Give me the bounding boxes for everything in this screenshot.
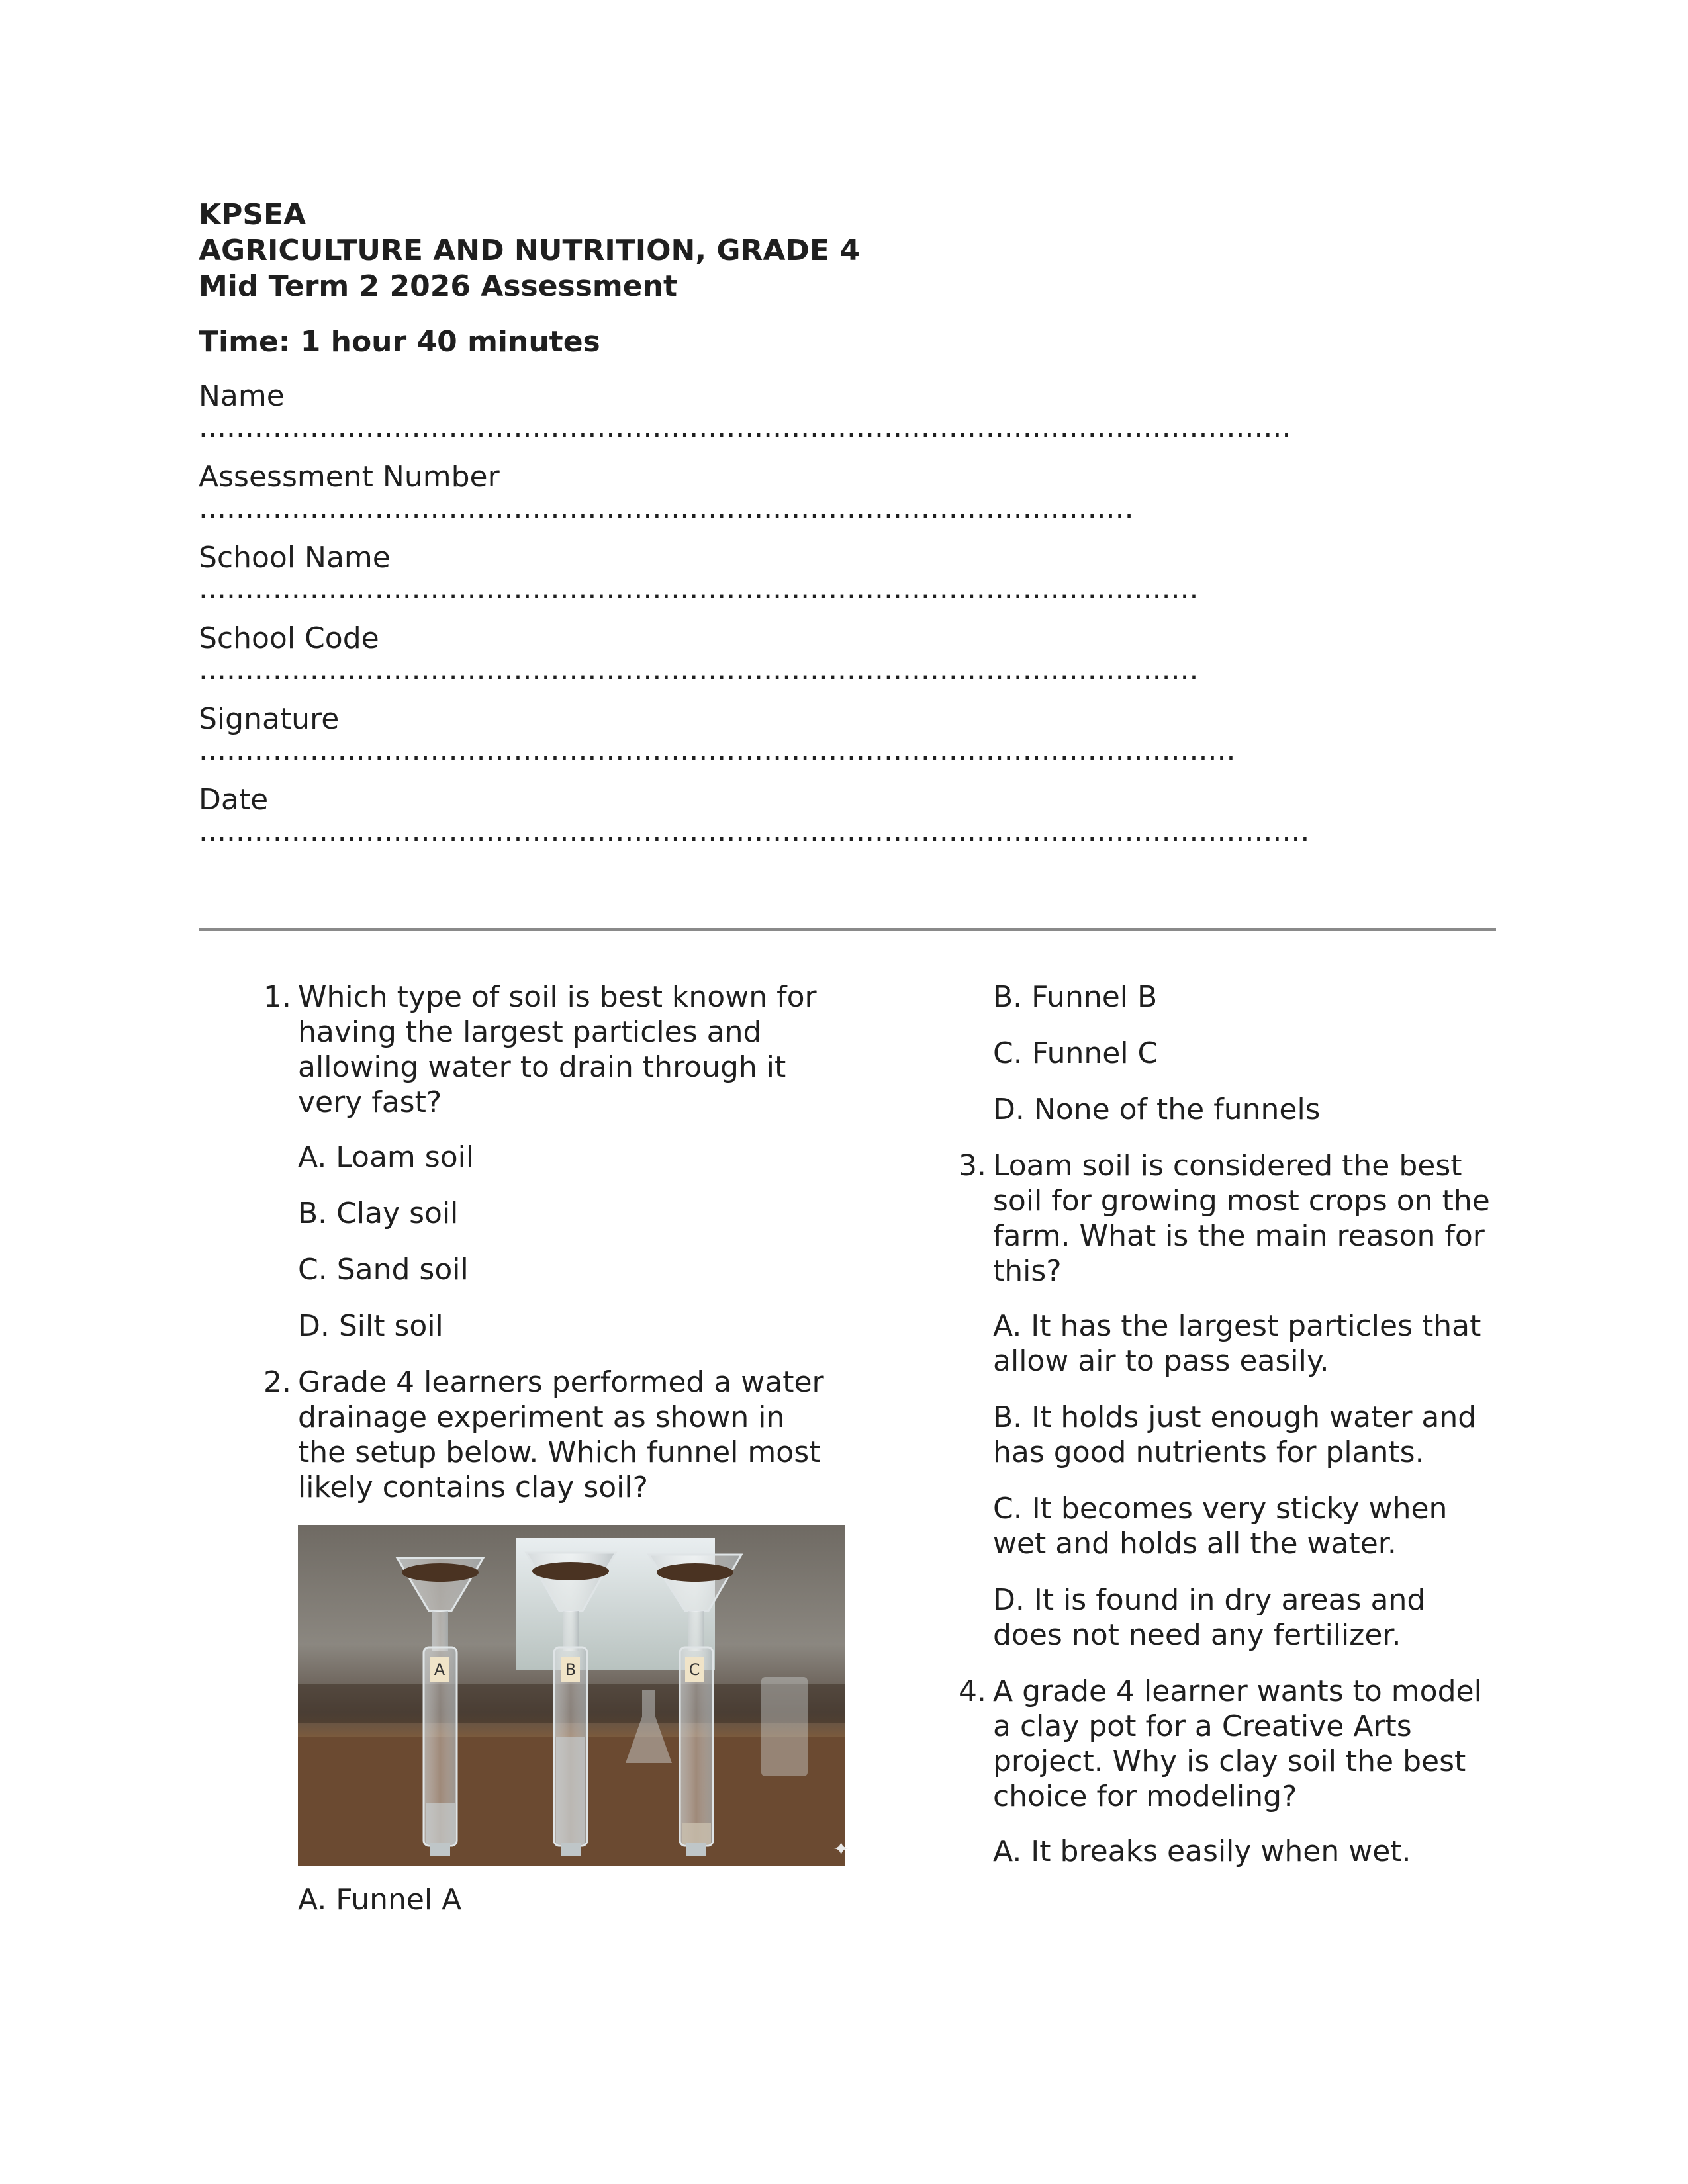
question-4 bbox=[933, 1674, 1503, 1814]
question-text: Loam soil is considered the best soil for growing most crops on the farm. What is the main reason for this? bbox=[993, 1149, 1490, 1288]
option-b: B. Funnel B bbox=[993, 980, 1158, 1014]
option-d: D. None of the funnels bbox=[993, 1093, 1321, 1126]
question-number: 1. bbox=[263, 980, 291, 1014]
question-2 bbox=[238, 1365, 834, 1505]
question-number: 2. bbox=[263, 1365, 291, 1399]
option-a: A. Loam soil bbox=[298, 1140, 475, 1174]
subject-title: AGRICULTURE AND NUTRITION, GRADE 4 bbox=[199, 234, 860, 267]
header-divider bbox=[199, 928, 1496, 931]
fill-in-line: ............................................................................................................ bbox=[199, 653, 1199, 686]
option-a: A. Funnel A bbox=[298, 1883, 462, 1917]
question-number: 4. bbox=[959, 1674, 986, 1708]
field-label: Assessment Number bbox=[199, 460, 500, 494]
option-b: B. Clay soil bbox=[298, 1197, 459, 1230]
option-a: A. It breaks easily when wet. bbox=[993, 1835, 1411, 1868]
option-b: B. It holds just enough water and has good nutrients for plants. bbox=[993, 1400, 1477, 1469]
funnel-label-a: A bbox=[434, 1661, 445, 1679]
name-field bbox=[199, 379, 1496, 444]
option-a: A. It has the largest particles that allow air to pass easily. bbox=[993, 1309, 1481, 1378]
question-text: Grade 4 learners performed a water drainage experiment as shown in the setup below. Which funnel most likely contains clay soil? bbox=[298, 1365, 824, 1504]
fill-in-line: ..................................................................................................... bbox=[199, 491, 1134, 525]
option-c: C. It becomes very sticky when wet and holds all the water. bbox=[993, 1492, 1448, 1561]
field-label: Name bbox=[199, 379, 285, 413]
fill-in-line: ............................................................................................................ bbox=[199, 572, 1199, 606]
time-allowed: Time: 1 hour 40 minutes bbox=[199, 325, 600, 359]
sparkle-icon: ✦ bbox=[833, 1838, 850, 1861]
option-c: C. Sand soil bbox=[298, 1253, 469, 1287]
assessment-title: Mid Term 2 2026 Assessment bbox=[199, 269, 677, 303]
question-1 bbox=[238, 979, 834, 1120]
signature-field bbox=[199, 702, 1496, 767]
option-c: C. Funnel C bbox=[993, 1036, 1158, 1070]
question-text: A grade 4 learner wants to model a clay pot for a Creative Arts project. Why is clay soil the best choice for modeling? bbox=[993, 1674, 1482, 1813]
exam-header bbox=[199, 197, 1496, 848]
field-label: Date bbox=[199, 783, 269, 817]
date-field bbox=[199, 782, 1496, 848]
question-text: Which type of soil is best known for having the largest particles and allowing water to drain through it very fast? bbox=[298, 980, 817, 1119]
right-column bbox=[933, 979, 1503, 1890]
question-3 bbox=[933, 1148, 1503, 1289]
question-number: 3. bbox=[959, 1149, 986, 1183]
option-d: D. Silt soil bbox=[298, 1309, 444, 1343]
school-code-field bbox=[199, 621, 1496, 686]
funnel-label-b: B bbox=[565, 1661, 577, 1679]
fill-in-line: ...................................................................................................................... bbox=[199, 410, 1291, 444]
left-column bbox=[238, 979, 850, 1938]
fill-in-line: ................................................................................................................ bbox=[199, 733, 1236, 767]
assessment-number-field bbox=[199, 459, 1496, 525]
funnel-label-c: C bbox=[688, 1661, 700, 1679]
funnel-experiment-photo bbox=[298, 1525, 850, 1866]
exam-body-title: KPSEA bbox=[199, 198, 306, 232]
field-label: School Code bbox=[199, 621, 379, 655]
school-name-field bbox=[199, 540, 1496, 606]
field-label: School Name bbox=[199, 541, 391, 574]
option-d: D. It is found in dry areas and does not need any fertilizer. bbox=[993, 1583, 1426, 1652]
field-label: Signature bbox=[199, 702, 340, 736]
fill-in-line: ........................................................................................................................ bbox=[199, 814, 1310, 848]
